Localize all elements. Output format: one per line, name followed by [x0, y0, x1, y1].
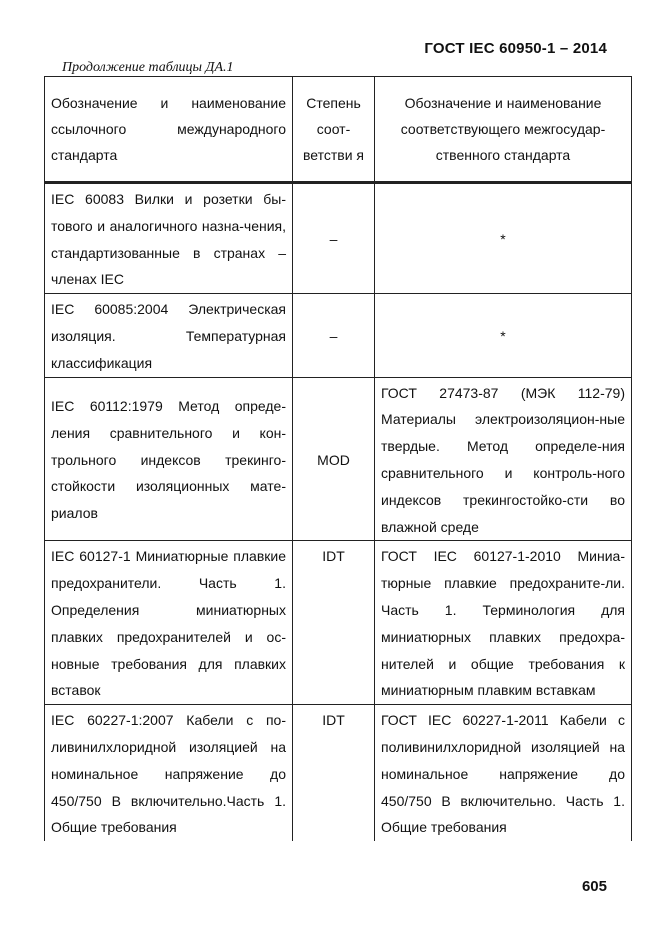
standards-table [44, 76, 632, 841]
cell-international: IEC 60085:2004 Электрическая изоляция. Температурная классификация [45, 294, 293, 377]
cell-interstate: ГОСТ IEC 60127-1-2010 Миниа-тюрные плавкие предохраните-ли. Часть 1. Терминология для миниатюрных плавких предохра-нителей и общие требования к миниатюрным плавким вставкам [375, 541, 632, 705]
cell-international: IEC 60127-1 Миниатюрные плавкие предохранители. Часть 1. Определения миниатюрных плавких предохранителей и ос-новные требования для плавких вставок [45, 541, 293, 705]
table-row [45, 377, 632, 541]
table-row [45, 705, 632, 841]
table-row [45, 294, 632, 377]
document-code: ГОСТ IEC 60950-1 – 2014 [424, 40, 607, 57]
cell-degree: IDT [293, 541, 375, 705]
table-row [45, 183, 632, 294]
cell-degree: MOD [293, 377, 375, 541]
cell-degree: – [293, 183, 375, 294]
cell-international: IEC 60227-1:2007 Кабели с по-ливинилхлоридной изоляцией на номинальное напряжение до 450/750 В включительно.Часть 1. Общие требования [45, 705, 293, 841]
table-row [45, 541, 632, 705]
cell-interstate: ГОСТ 27473-87 (МЭК 112-79) Материалы электроизоляцион-ные твердые. Метод определе-ния сравнительного и контроль-ного индексов трекингостойко-сти во влажной среде [375, 377, 632, 541]
table-caption: Продолжение таблицы ДА.1 [62, 60, 234, 75]
page-number: 605 [581, 878, 607, 895]
cell-interstate: * [375, 183, 632, 294]
header-international-standard: Обозначение и наименование ссылочного международного стандарта [45, 77, 293, 183]
cell-international: IEC 60083 Вилки и розетки бы-тового и аналогичного назна-чения, стандартизованные в странах – членах IEC [45, 183, 293, 294]
table-header-row [45, 77, 632, 183]
cell-international: IEC 60112:1979 Метод опреде-ления сравнительного и кон-трольного индексов трекинго-стойкости изоляционных мате-риалов [45, 377, 293, 541]
cell-degree: – [293, 294, 375, 377]
cell-degree: IDT [293, 705, 375, 841]
header-compliance-degree: Степень соот-ветстви я [293, 77, 375, 183]
header-interstate-standard: Обозначение и наименование соответствующего межгосудар-ственного стандарта [375, 77, 632, 183]
cell-interstate: * [375, 294, 632, 377]
cell-interstate: ГОСТ IEC 60227-1-2011 Кабели с поливинилхлоридной изоляцией на номинальное напряжение до 450/750 В включительно. Часть 1. Общие требования [375, 705, 632, 841]
